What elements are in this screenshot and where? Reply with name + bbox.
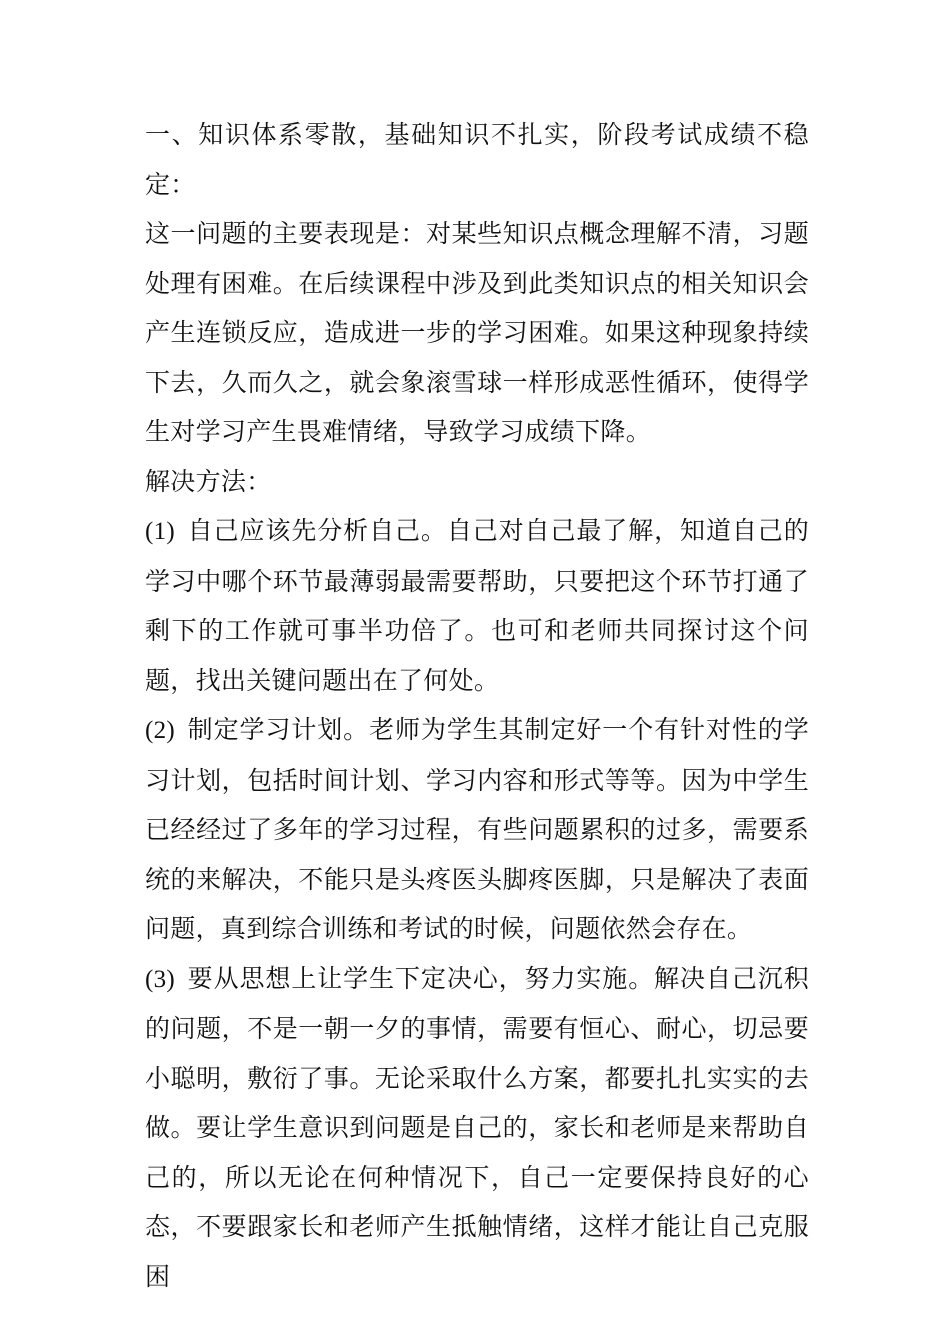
item-number: (2) [145, 717, 176, 744]
item-text: 要从思想上让学生下定决心，努力实施。解决自己沉积的问题，不是一朝一夕的事情，需要有恒心、耐心，切忌要小聪明，敷衍了事。无论采取什么方案，都要扎扎实实的去做。要让学生意识到问题是自己的，家长和老师是来帮助自己的，所以无论在何种情况下，自己一定要保持良好的心态，不要跟家长和老师产生抵触情绪，这样才能让自己克服困 [145, 963, 809, 1291]
solution-item-2 [145, 705, 809, 954]
item-number: (1) [145, 518, 176, 545]
solution-item-3 [145, 954, 809, 1302]
item-text: 自己应该先分析自己。自己对自己最了解，知道自己的学习中哪个环节最薄弱最需要帮助，只要把这个环节打通了剩下的工作就可事半功倍了。也可和老师共同探讨这个问题，找出关键问题出在了何处。 [145, 516, 809, 695]
problem-description: 这一问题的主要表现是：对某些知识点概念理解不清，习题处理有困难。在后续课程中涉及到此类知识点的相关知识会产生连锁反应，造成进一步的学习困难。如果这种现象持续下去，久而久之，就会象滚雪球一样形成恶性循环，使得学生对学习产生畏难情绪，导致学习成绩下降。 [145, 219, 809, 446]
section-heading: 一、知识体系零散，基础知识不扎实，阶段考试成绩不稳定： [145, 120, 809, 199]
item-number: (3) [145, 965, 176, 993]
solution-label: 解决方法： [145, 466, 272, 496]
item-text: 制定学习计划。老师为学生其制定好一个有针对性的学习计划，包括时间计划、学习内容和形式等等。因为中学生已经经过了多年的学习过程，有些问题累积的过多，需要系统的来解决，不能只是头疼医头脚疼医脚，只是解决了表面问题，真到综合训练和考试的时候，问题依然会存在。 [145, 715, 809, 943]
solution-item-1 [145, 506, 809, 705]
document-page [145, 110, 809, 1301]
